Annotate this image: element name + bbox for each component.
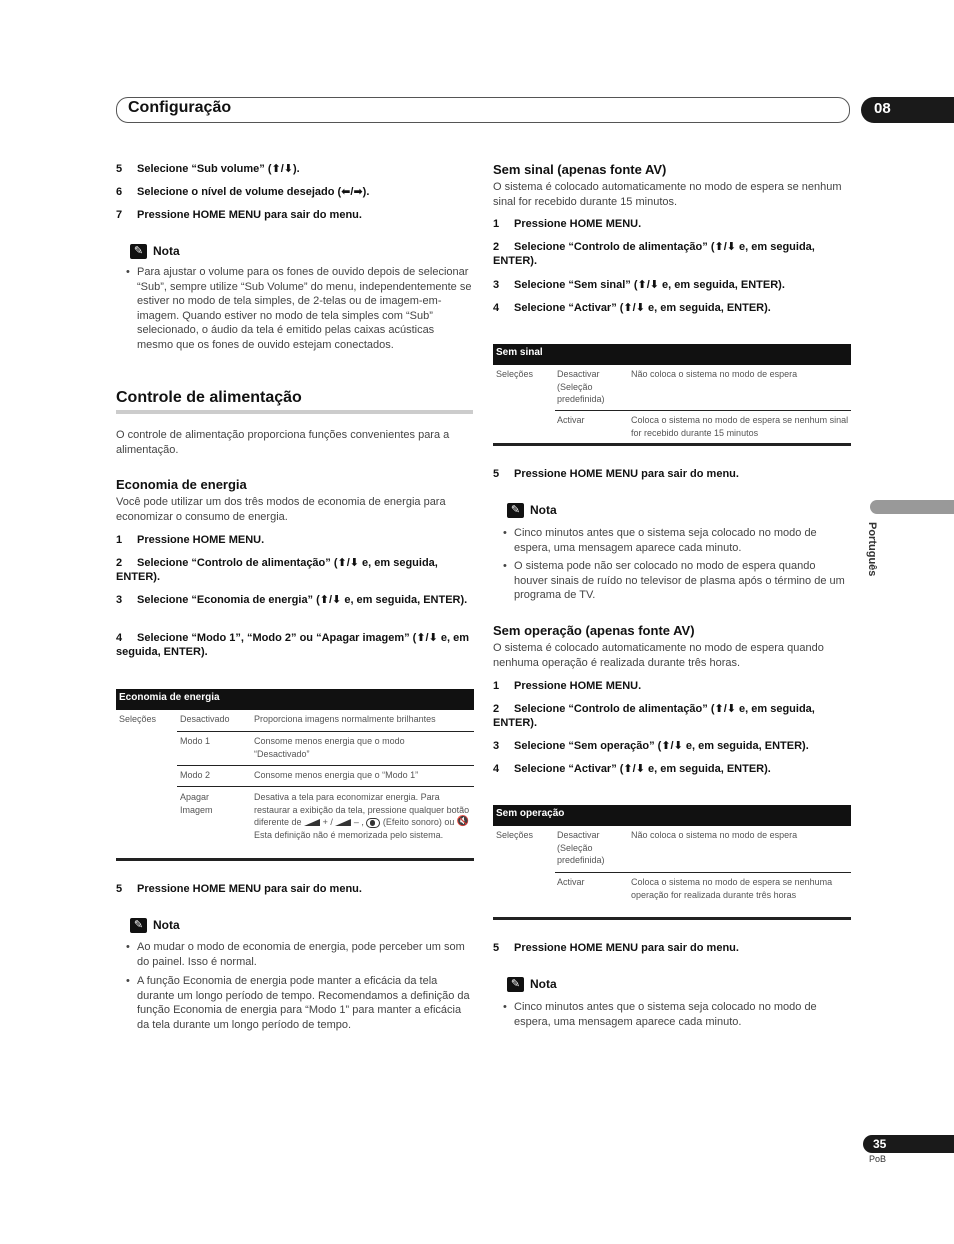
semsinal-desc-1: Não coloca o sistema no modo de espera [631,369,798,379]
page-number-badge [863,1135,954,1153]
semop-step-5: 5 Pressione HOME MENU para sair do menu. [493,942,739,954]
step-7-left: 7 Pressione HOME MENU para sair do menu. [116,209,362,221]
economia-step-2: 2 Selecione “Controlo de alimentação” (⬆/⬇ e, em seguida, ENTER). [116,557,438,583]
economia-desc-1: Proporciona imagens normalmente brilhantes [254,714,436,724]
language-tab [870,500,954,514]
nota-2: ✎ Nota [130,918,180,933]
economia-step-4: 4 Selecione “Modo 1”, “Modo 2” ou “Apagar imagem” (⬆/⬇ e, em seguida, ENTER). [116,632,469,658]
economia-opt-1: Desactivado [180,714,230,724]
semsinal-row-divider [555,410,851,411]
chapter-badge [861,97,954,123]
page-number: 35 [873,1137,887,1151]
economia-title: Economia de energia [116,477,247,492]
semsinal-opt-1: Desactivar (Seleção predefinida) [557,369,605,404]
economia-table-col-label: Seleções [119,714,157,724]
nota-1: ✎ Nota [130,244,180,259]
economia-opt-2: Modo 1 [180,736,211,746]
nota-3-bullet-2: • O sistema pode não ser colocado no modo de espera quando houver sinais de ruído no televisor de plasma após o término de um programa de TV. [514,559,852,603]
section-title: Controle de alimentação [116,389,302,406]
semop-step-3: 3 Selecione “Sem operação” (⬆/⬇ e, em seguida, ENTER). [493,740,809,752]
page-title: Configuração [128,99,232,116]
nota-3-bullet-1: • Cinco minutos antes que o sistema seja colocado no modo de espera, uma mensagem aparece cada minuto. [514,526,852,555]
semop-desc-1: Não coloca o sistema no modo de espera [631,830,798,840]
volume-down-icon [335,819,351,826]
semsinal-table-header: Sem sinal [493,344,851,365]
semsinal-step-2: 2 Selecione “Controlo de alimentação” (⬆/⬇ e, em seguida, ENTER). [493,241,815,267]
economia-desc-2: Consome menos energia que o modo “Desactivado” [254,736,405,759]
step-5-left: 5 Selecione “Sub volume” (⬆/⬇). [116,163,300,175]
sound-effect-icon [366,818,380,828]
pencil-icon: ✎ [130,918,147,933]
economia-step-5: 5 Pressione HOME MENU para sair do menu. [116,883,362,895]
semop-intro: O sistema é colocado automaticamente no modo de espera quando nenhuma operação é realizada durante três horas. [493,642,824,669]
semop-opt-1: Desactivar (Seleção predefinida) [557,830,605,865]
semop-title: Sem operação (apenas fonte AV) [493,623,695,638]
volume-up-icon [304,819,320,826]
economia-row-divider [177,731,474,732]
semop-opt-2: Activar [557,877,585,887]
pencil-icon: ✎ [507,977,524,992]
economia-opt-3: Modo 2 [180,770,211,780]
semsinal-table-bottom [493,443,851,446]
economia-step-1: 1 Pressione HOME MENU. [116,534,265,546]
section-intro: O controle de alimentação proporciona funções convenientes para a alimentação. [116,429,450,456]
mute-icon: 🔇 [456,816,470,828]
step-6-left: 6 Selecione o nível de volume desejado (⬅/➡). [116,186,370,198]
semop-table-col-label: Seleções [496,830,534,840]
chapter-number: 08 [874,100,891,117]
economia-table-bottom [116,858,474,861]
economia-intro: Você pode utilizar um dos três modos de economia de energia para economizar o consumo de energia. [116,496,446,523]
semsinal-title: Sem sinal (apenas fonte AV) [493,162,667,177]
semop-step-2: 2 Selecione “Controlo de alimentação” (⬆/⬇ e, em seguida, ENTER). [493,703,815,729]
economia-row-divider [177,765,474,766]
semop-step-4: 4 Selecione “Activar” (⬆/⬇ e, em seguida, ENTER). [493,763,771,775]
nota-1-bullet: • Para ajustar o volume para os fones de ouvido depois de selecionar “Sub”, sempre utilize “Sub Volume” do menu, independentemente se estiver no modo de tela simples, de 2-telas ou de imagem-em-imagem. Quando estiver no modo de tela simples com “Sub” selecionado, o áudio da tela é emitido pelas caixas acústicas mesmo que os fones de ouvido estejam conectados. [137,265,473,352]
economia-desc-4: Desativa a tela para economizar energia. Para restaurar a exibição da tela, pressione qualquer botão diferente de + / – , (Efeito sonoro) ou 🔇 Esta definição não é memorizada pelo sistema. [254,792,470,840]
economia-desc-3: Consome menos energia que o “Modo 1” [254,770,419,780]
semop-row-divider [555,872,851,873]
semsinal-table-col-label: Seleções [496,369,534,379]
pencil-icon: ✎ [130,244,147,259]
economia-step-3: 3 Selecione “Economia de energia” (⬆/⬇ e, em seguida, ENTER). [116,594,468,606]
economia-row-divider [177,786,474,787]
language-label: Português [866,522,878,577]
region-code: PoB [869,1154,887,1164]
pencil-icon: ✎ [507,503,524,518]
semsinal-opt-2: Activar [557,415,585,425]
economia-opt-4: Apagar Imagem [180,792,213,815]
semsinal-step-3: 3 Selecione “Sem sinal” (⬆/⬇ e, em seguida, ENTER). [493,279,785,291]
nota-4: ✎ Nota [507,977,557,992]
nota-2-bullet-2: • A função Economia de energia pode manter a eficácia da tela durante um longo período de tempo. Recomendamos a definição da função Economia de energia para “Modo 1” para manter a eficácia da tela durante um longo período de tempo. [137,974,475,1032]
semop-step-1: 1 Pressione HOME MENU. [493,680,642,692]
economia-table-header: Economia de energia [116,689,474,710]
semsinal-step-5: 5 Pressione HOME MENU para sair do menu. [493,468,739,480]
semsinal-step-1: 1 Pressione HOME MENU. [493,218,642,230]
semsinal-desc-2: Coloca o sistema no modo de espera se nenhum sinal for recebido durante 15 minutos [631,415,849,438]
semsinal-intro: O sistema é colocado automaticamente no modo de espera se nenhum sinal for recebido durante 15 minutos. [493,181,842,208]
nota-2-bullet-1: • Ao mudar o modo de economia de energia, pode perceber um som do painel. Isso é normal. [137,940,475,969]
semop-table-header: Sem operação [493,805,851,826]
section-rule [116,410,473,414]
nota-3: ✎ Nota [507,503,557,518]
semsinal-step-4: 4 Selecione “Activar” (⬆/⬇ e, em seguida, ENTER). [493,302,771,314]
nota-4-bullet-1: • Cinco minutos antes que o sistema seja colocado no modo de espera, uma mensagem aparece cada minuto. [514,1000,852,1029]
semop-desc-2: Coloca o sistema no modo de espera se nenhuma operação for realizada durante três horas [631,877,833,900]
semop-table-bottom [493,917,851,920]
